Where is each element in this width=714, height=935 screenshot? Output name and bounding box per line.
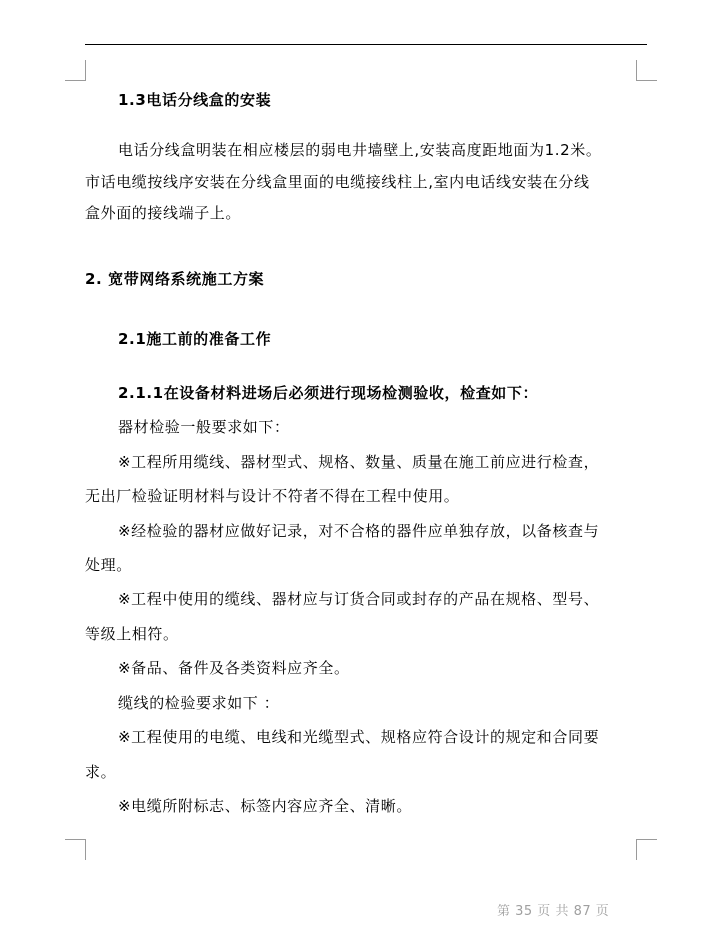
list-item-line: 等级上相符。 <box>85 625 179 643</box>
heading-2-1: 2.1施工前的准备工作 <box>118 330 272 348</box>
list-item-line: 处理。 <box>85 556 132 574</box>
list-item-line: 无出厂检验证明材料与设计不符者不得在工程中使用。 <box>85 487 460 505</box>
header-rule <box>85 44 647 45</box>
list-item-line: ※备品、备件及各类资料应齐全。 <box>118 659 350 677</box>
heading-1-3: 1.3电话分线盒的安装 <box>118 91 272 109</box>
page-number: 第 35 页 共 87 页 <box>497 904 610 919</box>
list-item-line: ※工程中使用的缆线、器材应与订货合同或封存的产品在规格、型号、 <box>118 590 600 608</box>
list-item-line: ※经检验的器材应做好记录，对不合格的器件应单独存放，以备核查与 <box>118 522 600 540</box>
heading-2: 2. 宽带网络系统施工方案 <box>85 270 265 288</box>
paragraph-line: 盒外面的接线端子上。 <box>85 204 242 222</box>
paragraph-line: 电话分线盒明装在相应楼层的弱电井墙壁上,安装高度距地面为1.2米。 <box>118 141 602 159</box>
list-item-line: ※工程所用缆线、器材型式、规格、数量、质量在施工前应进行检查， <box>118 453 600 471</box>
paragraph-line: 器材检验一般要求如下： <box>118 418 290 436</box>
corner-mark-bottom-left <box>65 839 86 860</box>
heading-2-1-1: 2.1.1在设备材料进场后必须进行现场检测验收，检查如下： <box>118 384 539 402</box>
corner-mark-top-left <box>65 60 86 81</box>
corner-mark-bottom-right <box>636 839 657 860</box>
list-item-line: 求。 <box>85 763 117 781</box>
paragraph-line: 市话电缆按线序安装在分线盒里面的电缆接线柱上,室内电话线安装在分线 <box>85 173 590 191</box>
list-item-line: ※工程使用的电缆、电线和光缆型式、规格应符合设计的规定和合同要 <box>118 728 600 746</box>
list-item-line: ※电缆所附标志、标签内容应齐全、清晰。 <box>118 797 412 815</box>
paragraph-line: 缆线的检验要求如下 ： <box>118 694 280 712</box>
corner-mark-top-right <box>636 60 657 81</box>
